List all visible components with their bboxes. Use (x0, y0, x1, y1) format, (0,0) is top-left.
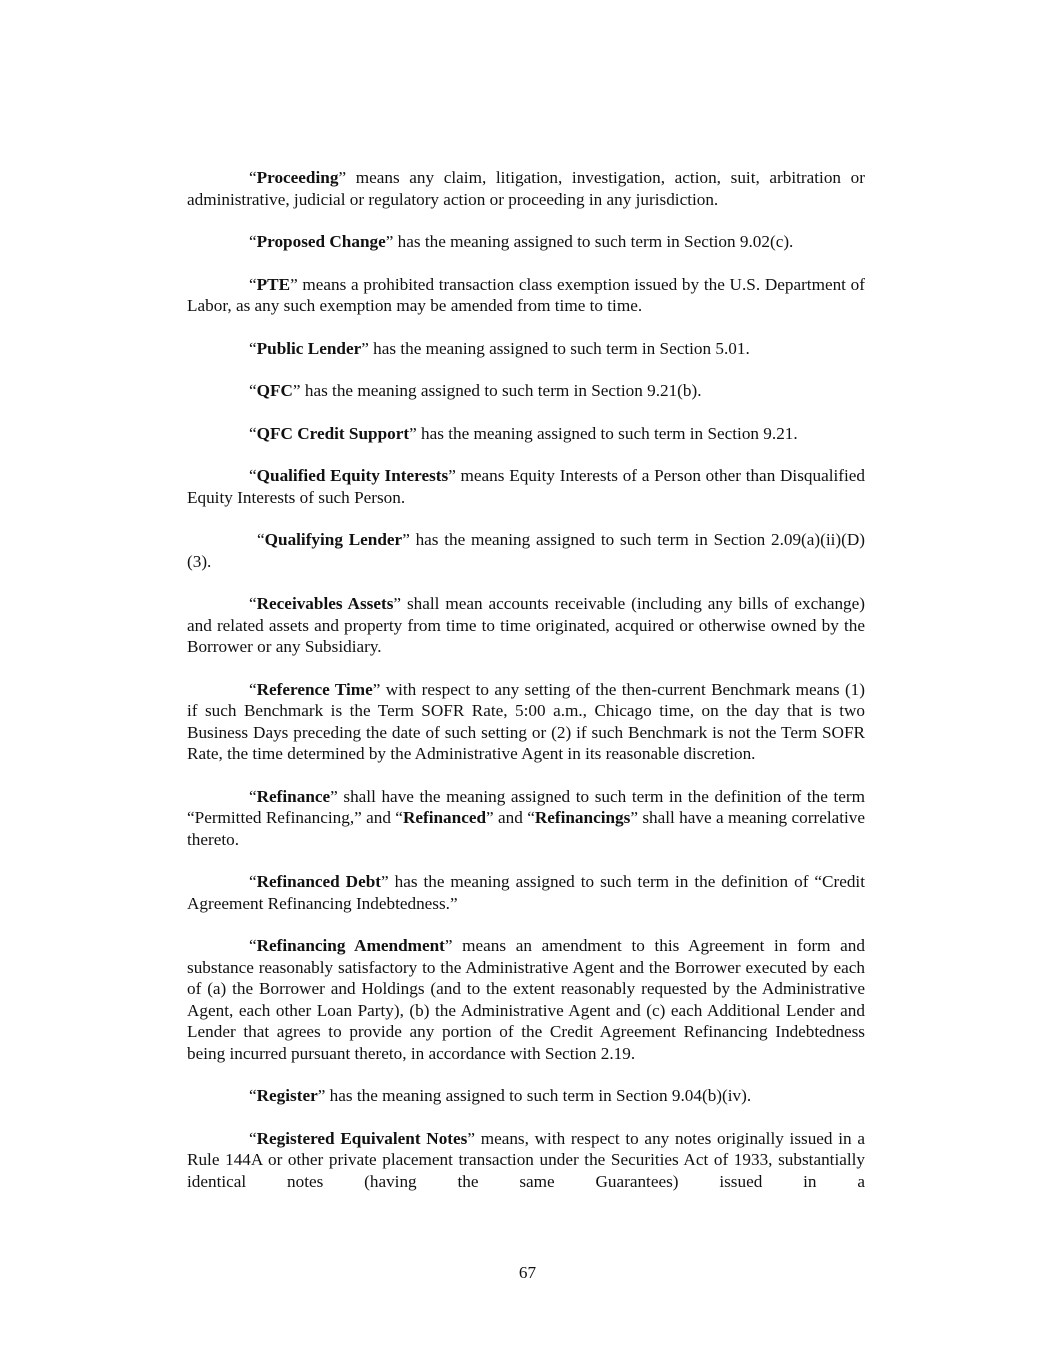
definition-text: “ (249, 232, 257, 251)
definition-paragraph (187, 231, 865, 253)
defined-term: Qualifying Lender (264, 530, 403, 549)
definition-text: ” shall mean accounts receivable (including any bills of exchange) and related assets and property from time to time originated, acquired or otherwise owned by the Borrower or any Subsidiary. (187, 594, 865, 656)
defined-term: Refinanced (402, 808, 487, 827)
definition-text: ” has the meaning assigned to such term in Section 9.21(b). (292, 381, 702, 400)
defined-term: Proceeding (256, 168, 339, 187)
definition-text: “ (249, 168, 257, 187)
definition-paragraph (187, 167, 865, 210)
definition-text: ” shall have the meaning assigned to such term in the definition of the term “Permitted Refinancing,” and “ (187, 786, 865, 827)
definition-text: “ (249, 423, 257, 443)
definition-text: ” means Equity Interests of a Person other than Disqualified Equity Interests of such Person. (187, 466, 865, 507)
definition-text: “ (249, 1086, 257, 1105)
definition-paragraph (187, 871, 865, 914)
definition-paragraph (187, 593, 865, 658)
definition-paragraph (187, 465, 865, 508)
defined-term: Refinancing Amendment (256, 936, 445, 955)
definition-text: ” has the meaning assigned to such term in Section 9.02(c). (385, 232, 794, 251)
definition-text: ” and “ (486, 808, 535, 827)
defined-term: Refinance (256, 786, 331, 806)
defined-term: Receivables Assets (256, 594, 394, 613)
defined-term: Reference Time (256, 679, 373, 699)
definitions-section (187, 167, 865, 1213)
definition-text: ” shall have a meaning correlative thereto. (187, 808, 865, 849)
definition-text: ” has the meaning assigned to such term in Section 2.09(a)(ii)(D)(3). (187, 530, 865, 571)
definition-paragraph (187, 935, 865, 1064)
definition-text: “ (249, 1128, 257, 1148)
defined-term: Proposed Change (256, 232, 386, 251)
defined-term: Refinancings (534, 808, 631, 827)
definition-paragraph (187, 338, 865, 360)
definition-paragraph (187, 1128, 865, 1193)
definition-text: “ (249, 872, 257, 891)
definition-text: ” means an amendment to this Agreement in form and substance reasonably satisfactory to the Administrative Agent and the Borrower executed by each of (a) the Borrower and Holdings (and to the extent reasonably requested by the Administrative Agent, each other Loan Party), (b) the Administrative Agent and (c) each Additional Lender and Lender that agrees to provide any portion of the Credit Agreement Refinancing Indebtedness being incurred pursuant thereto, in accordance with Section 2.19. (187, 936, 865, 1063)
defined-term: QFC (256, 381, 293, 400)
definition-text: ” has the meaning assigned to such term in the definition of “Credit Agreement Refinancing Indebtedness.” (187, 872, 865, 913)
definition-text: “ (249, 274, 257, 294)
definition-text: “ (249, 338, 257, 358)
defined-term: PTE (256, 274, 291, 294)
defined-term: Qualified Equity Interests (256, 466, 449, 485)
definition-text: “ (257, 530, 265, 549)
definition-paragraph (187, 274, 865, 317)
definition-text: ” means any claim, litigation, investigation, action, suit, arbitration or administrative, judicial or regulatory action or proceeding in any jurisdiction. (187, 168, 865, 209)
definition-text: “ (249, 594, 257, 613)
definition-paragraph (187, 423, 865, 445)
definition-text: “ (249, 466, 257, 485)
defined-term: Refinanced Debt (256, 872, 381, 891)
definition-text: “ (249, 936, 257, 955)
definition-paragraph (187, 786, 865, 851)
page-number: 67 (518, 1263, 537, 1282)
definition-paragraph (187, 679, 865, 765)
definition-paragraph (187, 529, 865, 572)
definition-text: ” has the meaning assigned to such term in Section 5.01. (361, 338, 750, 358)
definition-paragraph (187, 1085, 865, 1107)
definition-paragraph (187, 380, 865, 402)
definition-text: “ (249, 679, 257, 699)
definition-text: ” means a prohibited transaction class exemption issued by the U.S. Department of Labor, as any such exemption may be amended from time to time. (187, 274, 865, 315)
defined-term: Registered Equivalent Notes (256, 1128, 468, 1148)
definition-text: ” means, with respect to any notes originally issued in a Rule 144A or other private placement transaction under the Securities Act of 1933, substantially identical notes (having the same Guarantees) issued in a (187, 1128, 865, 1191)
definition-text: ” has the meaning assigned to such term in Section 9.21. (409, 423, 798, 443)
definition-text: ” has the meaning assigned to such term in Section 9.04(b)(iv). (317, 1086, 752, 1105)
definition-text: “ (249, 381, 257, 400)
defined-term: Register (256, 1086, 318, 1105)
definition-text: “ (249, 786, 257, 806)
defined-term: QFC Credit Support (256, 423, 410, 443)
defined-term: Public Lender (256, 338, 362, 358)
definition-text: ” with respect to any setting of the then-current Benchmark means (1) if such Benchmark is the Term SOFR Rate, 5:00 a.m., Chicago time, on the day that is two Business Days preceding the date of such setting or (2) if such Benchmark is not the Term SOFR Rate, the time determined by the Administrative Agent in its reasonable discretion. (187, 679, 865, 763)
